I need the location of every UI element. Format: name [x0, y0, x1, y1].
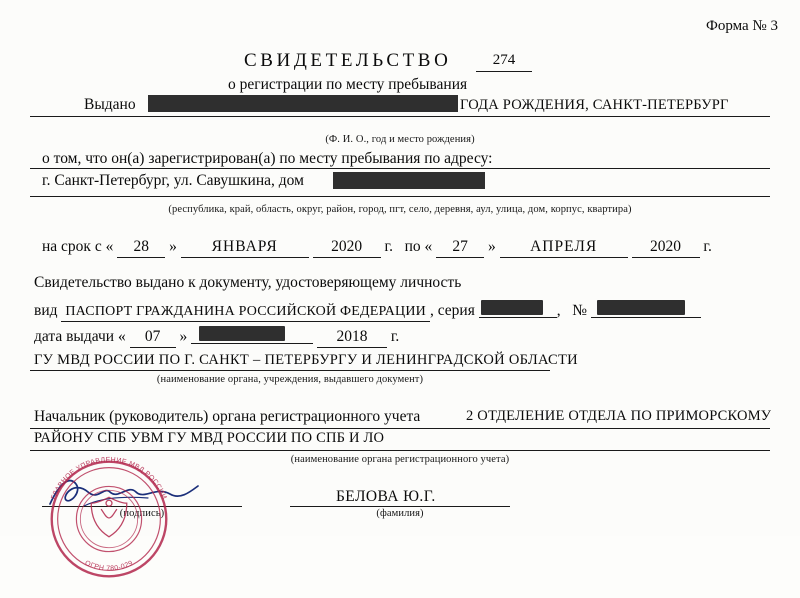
address-text: г. Санкт-Петербург, ул. Савушкина, дом [42, 172, 304, 189]
redacted-house-block [333, 172, 485, 189]
signer-name-rule [290, 506, 510, 507]
issue-date-year: 2018 [317, 328, 387, 348]
term-g-from: г. [384, 238, 393, 255]
signer-name: БЕЛОВА Ю.Г. [336, 488, 436, 505]
issuer-rule [30, 370, 550, 371]
term-po: по [404, 238, 421, 255]
term-from-day: 28 [117, 238, 165, 258]
redaction-bar [597, 300, 685, 315]
series-comma: , [556, 302, 561, 319]
issue-date-label: дата выдачи [34, 328, 115, 345]
date-quote-open: « [117, 328, 126, 345]
svg-text:ОГРН 780-029 [84, 560, 135, 573]
stamp-top-text: ГЛАВНОЕ УПРАВЛЕНИЕ МВД РОССИИ [50, 456, 168, 501]
signature-caption: (подпись) [119, 508, 165, 519]
issuer-caption: (наименование органа, учреждения, выдавшего документ) [156, 374, 424, 385]
address-caption: (республика, край, область, округ, район, город, пгт, село, деревня, аул, улица, дом, корпус, квартира) [168, 204, 632, 215]
chief-org-line1: 2 ОТДЕЛЕНИЕ ОТДЕЛА ПО ПРИМОРСКОМУ [466, 408, 772, 424]
redacted-number-block [591, 300, 701, 318]
redacted-series-block [479, 300, 557, 318]
term-from-month: ЯНВАРЯ [181, 238, 309, 258]
fio-caption: (Ф. И. О., год и место рождения) [325, 134, 475, 145]
chief-org-line2: РАЙОНУ СПБ УВМ ГУ МВД РОССИИ ПО СПБ И ЛО [34, 430, 385, 446]
identity-date-line [34, 326, 399, 348]
chief-caption: (наименование органа регистрационного учета) [290, 454, 510, 465]
term-to-month: АПРЕЛЯ [500, 238, 628, 258]
issued-rule [30, 116, 770, 117]
redacted-name-block [148, 95, 458, 112]
number-label: № [572, 302, 587, 319]
series-label: , серия [429, 302, 475, 319]
redaction-bar [481, 300, 543, 315]
term-g-to: г. [703, 238, 712, 255]
certificate-number: 274 [476, 52, 532, 72]
term-from-year: 2020 [313, 238, 381, 258]
term-line [42, 238, 772, 258]
address-rule-top [30, 168, 770, 169]
issuer-authority: ГУ МВД РОССИИ ПО Г. САНКТ – ПЕТЕРБУРГУ И ЛЕНИНГРАДСКОЙ ОБЛАСТИ [34, 352, 578, 368]
term-to-year: 2020 [632, 238, 700, 258]
term-prefix: на срок с [42, 238, 102, 255]
identity-doc-type: ПАСПОРТ ГРАЖДАНИНА РОССИЙСКОЙ ФЕДЕРАЦИИ [61, 304, 430, 322]
date-quote-close: » [179, 328, 188, 345]
issue-date-day: 07 [130, 328, 176, 348]
issued-birth-place: ГОДА РОЖДЕНИЯ, САНКТ-ПЕТЕРБУРГ [460, 97, 729, 113]
issued-label: Выдано [84, 96, 136, 113]
term-quote-close-to: » [488, 238, 496, 255]
form-number: Форма № 3 [706, 18, 778, 34]
signer-name-caption: (фамилия) [376, 508, 424, 519]
term-quote-close-from: » [169, 238, 177, 255]
issue-date-g: г. [390, 328, 400, 345]
document-title: СВИДЕТЕЛЬСТВО [244, 50, 452, 71]
identity-statement: Свидетельство выдано к документу, удостоверяющему личность [34, 274, 462, 291]
term-to-day: 27 [436, 238, 484, 258]
document-subtitle: о регистрации по месту пребывания [228, 76, 468, 93]
vid-label: вид [34, 302, 58, 319]
address-rule-bottom [30, 196, 770, 197]
redaction-bar [199, 326, 285, 341]
redacted-month-block [191, 326, 313, 344]
term-quote-open-to: « [424, 238, 433, 255]
stamp-bottom-text: ОГРН 780-029 [83, 559, 135, 573]
chief-rule-1 [30, 428, 770, 429]
identity-doc-line [34, 300, 701, 322]
chief-rule-2 [30, 450, 770, 451]
term-quote-open-from: « [105, 238, 114, 255]
signature-rule [42, 506, 242, 507]
registration-statement: о том, что он(а) зарегистрирован(а) по месту пребывания по адресу: [42, 150, 493, 167]
chief-label: Начальник (руководитель) органа регистрационного учета [34, 408, 421, 425]
